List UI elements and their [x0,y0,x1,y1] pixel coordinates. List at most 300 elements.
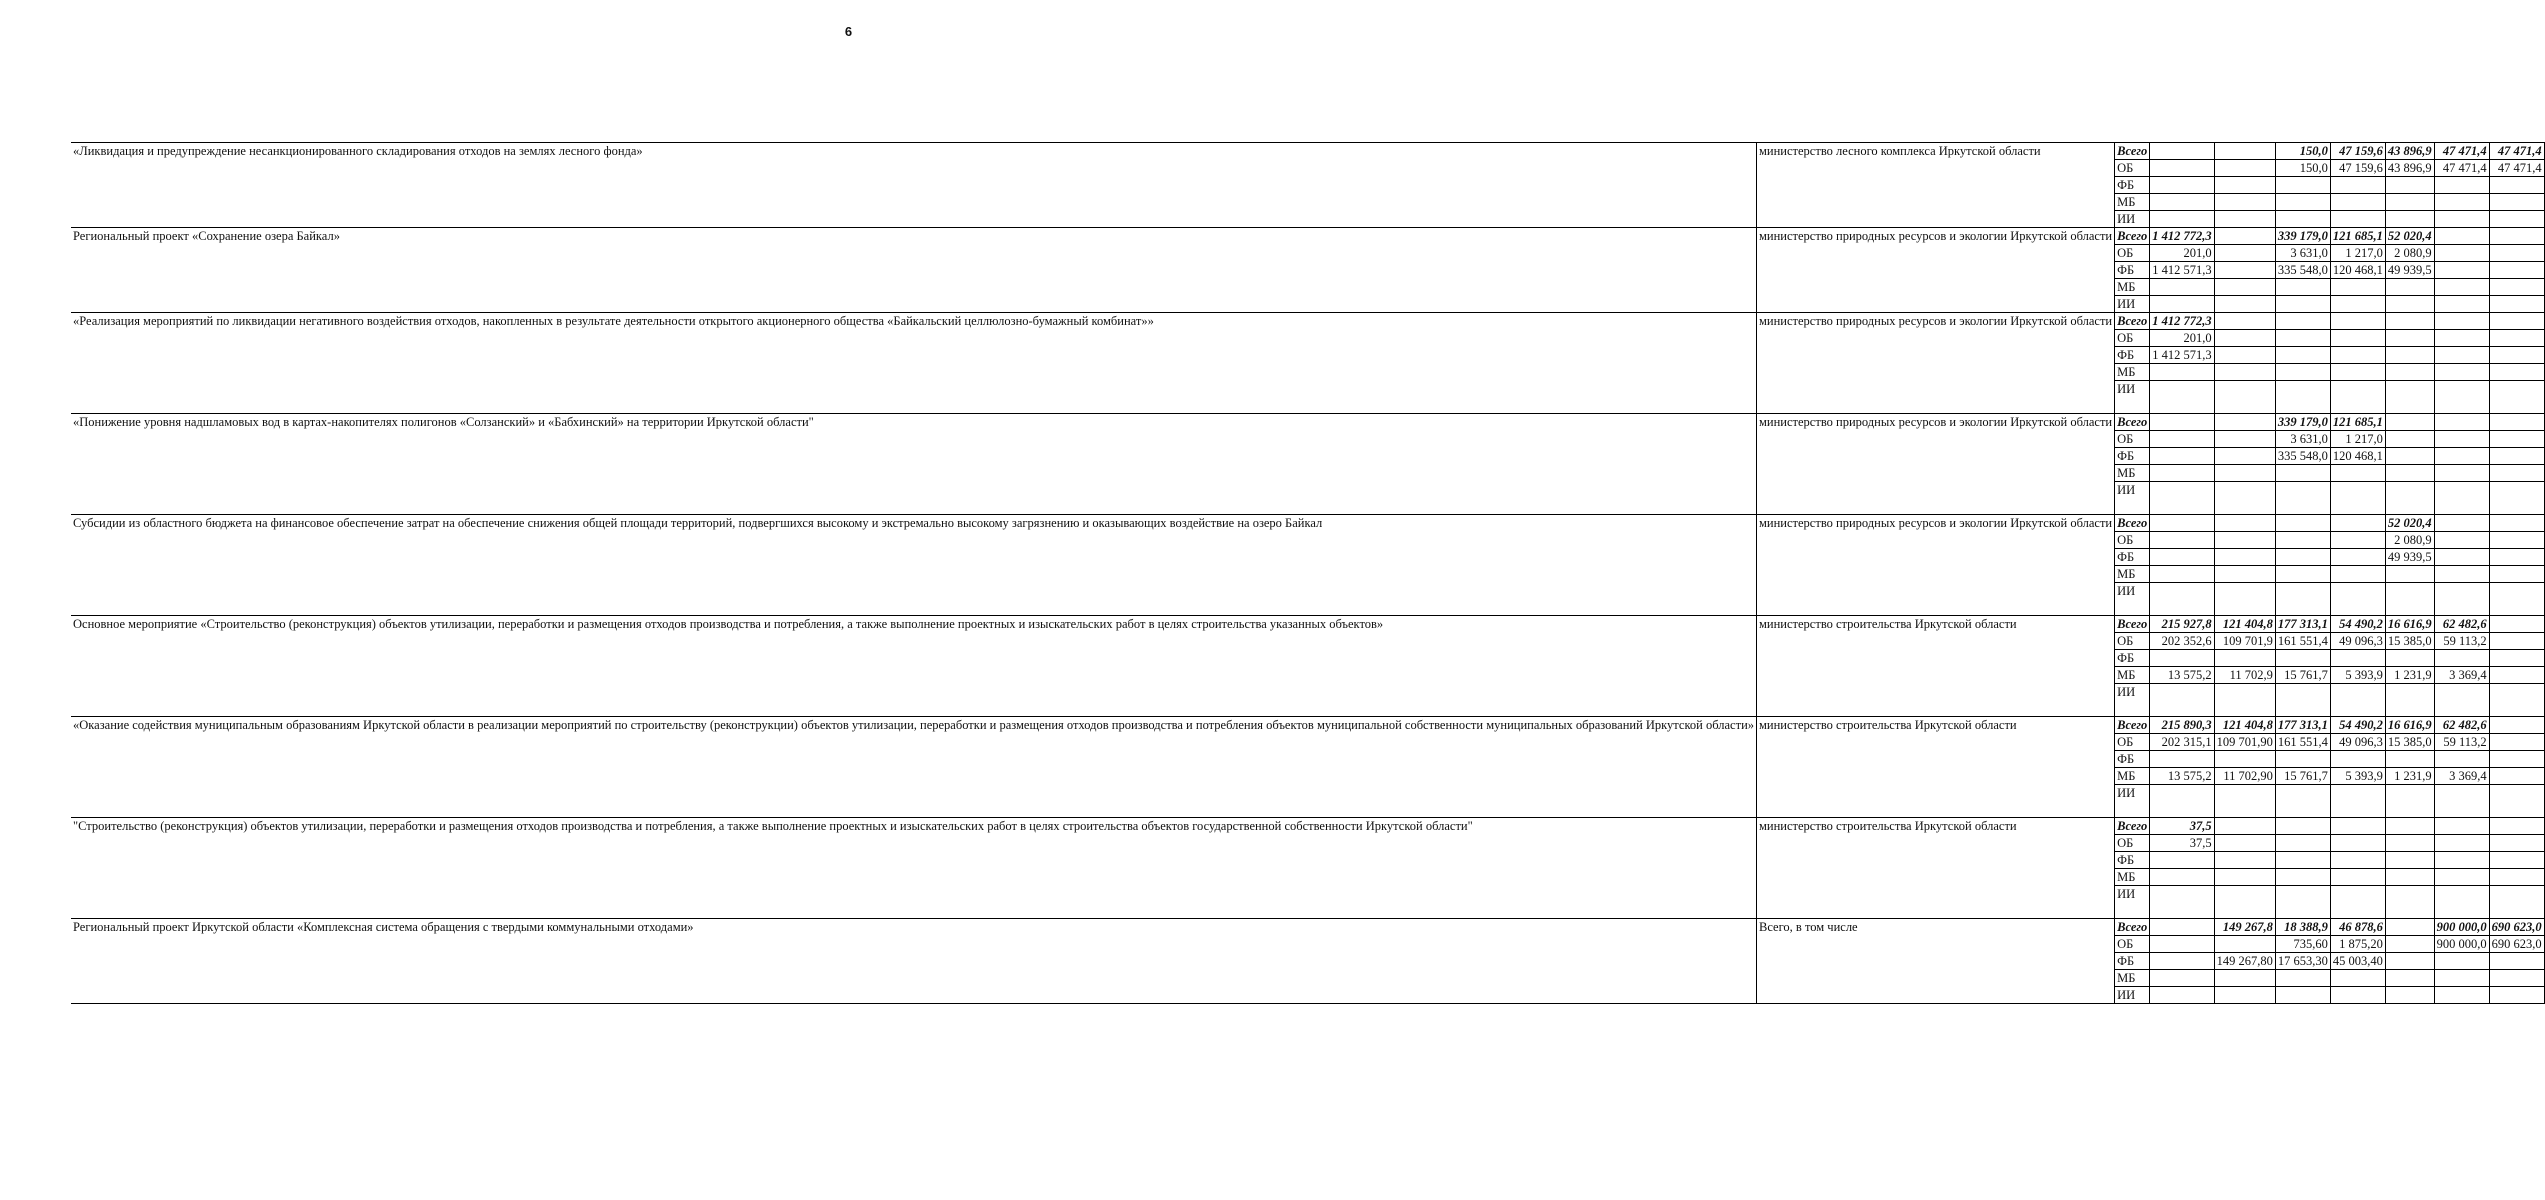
activity-name: Основное мероприятие «Строительство (реконструкция) объектов утилизации, переработки и размещения отходов производства и потребления, а также выполнение проектных и изыскательских работ в целях строительства указанных объектов» [71,616,1757,717]
activity-name: Региональный проект Иркутской области «Комплексная система обращения с твердыми коммунальными отходами» [71,919,1757,1004]
amount-cell [2489,768,2544,785]
amount-cell: 202 352,6 [2150,633,2214,650]
amount-cell [2434,549,2489,566]
amount-cell [2434,566,2489,583]
amount-cell [2330,279,2385,296]
amount-cell [2489,785,2544,818]
amount-cell [2385,381,2434,414]
amount-cell: 52 020,4 [2385,515,2434,532]
amount-cell [2489,330,2544,347]
amount-cell: 215 927,8 [2150,616,2214,633]
amount-cell: 13 575,2 [2150,768,2214,785]
amount-cell [2150,194,2214,211]
amount-cell [2330,194,2385,211]
amount-cell [2385,211,2434,228]
amount-cell: 1 875,20 [2330,936,2385,953]
funding-source: МБ [2115,869,2150,886]
funding-source: Всего [2115,616,2150,633]
amount-cell: 339 179,0 [2275,228,2330,245]
amount-cell: 1 231,9 [2385,667,2434,684]
amount-cell [2434,414,2489,431]
executor: министерство природных ресурсов и экологии Иркутской области [1757,228,2115,313]
amount-cell: 900 000,0 [2434,919,2489,936]
amount-cell: 17 653,30 [2275,953,2330,970]
amount-cell [2489,414,2544,431]
amount-cell [2150,785,2214,818]
amount-cell [2385,818,2434,835]
amount-cell [2434,482,2489,515]
amount-cell [2434,465,2489,482]
amount-cell [2275,279,2330,296]
amount-cell [2150,566,2214,583]
funding-source: ИИ [2115,296,2150,313]
amount-cell [2214,381,2275,414]
amount-cell: 121 404,8 [2214,616,2275,633]
amount-cell [2434,194,2489,211]
table-row [71,616,2544,633]
amount-cell [2275,313,2330,330]
amount-cell [2214,211,2275,228]
amount-cell [2489,852,2544,869]
amount-cell [2214,431,2275,448]
table-row [71,515,2544,532]
funding-source: ОБ [2115,835,2150,852]
amount-cell [2434,684,2489,717]
table-row [71,228,2544,245]
activity-name: "Строительство (реконструкция) объектов утилизации, переработки и размещения отходов производства и потребления, а также выполнение проектных и изыскательских работ в целях строительства объектов государственной собственности Иркутской области" [71,818,1757,919]
amount-cell [2150,583,2214,616]
amount-cell [2275,364,2330,381]
amount-cell [2330,465,2385,482]
amount-cell [2434,262,2489,279]
amount-cell [2434,970,2489,987]
amount-cell: 46 878,6 [2330,919,2385,936]
funding-source: МБ [2115,566,2150,583]
executor: министерство природных ресурсов и экологии Иркутской области [1757,313,2115,414]
amount-cell [2434,583,2489,616]
executor: министерство строительства Иркутской области [1757,818,2115,919]
amount-cell [2489,684,2544,717]
amount-cell [2214,835,2275,852]
funding-source: ИИ [2115,684,2150,717]
amount-cell [2330,785,2385,818]
amount-cell: 47 471,4 [2434,143,2489,160]
amount-cell: 59 113,2 [2434,734,2489,751]
amount-cell [2150,515,2214,532]
funding-source: ОБ [2115,734,2150,751]
amount-cell [2150,869,2214,886]
amount-cell: 149 267,80 [2214,953,2275,970]
amount-cell [2330,482,2385,515]
amount-cell [2489,835,2544,852]
amount-cell: 1 412 772,3 [2150,313,2214,330]
amount-cell: 690 623,0 [2489,919,2544,936]
amount-cell: 49 096,3 [2330,633,2385,650]
funding-source: МБ [2115,768,2150,785]
amount-cell [2214,465,2275,482]
amount-cell: 11 702,90 [2214,768,2275,785]
amount-cell [2150,143,2214,160]
amount-cell [2489,347,2544,364]
amount-cell [2275,566,2330,583]
amount-cell [2489,734,2544,751]
amount-cell [2489,650,2544,667]
funding-source: МБ [2115,279,2150,296]
funding-source: ФБ [2115,852,2150,869]
amount-cell: 49 096,3 [2330,734,2385,751]
amount-cell [2385,970,2434,987]
amount-cell [2489,228,2544,245]
amount-cell [2385,751,2434,768]
amount-cell [2385,852,2434,869]
amount-cell [2489,482,2544,515]
amount-cell [2330,313,2385,330]
amount-cell [2489,211,2544,228]
amount-cell: 5 393,9 [2330,667,2385,684]
amount-cell [2214,566,2275,583]
amount-cell [2385,279,2434,296]
amount-cell: 47 159,6 [2330,160,2385,177]
amount-cell: 54 490,2 [2330,717,2385,734]
amount-cell [2214,160,2275,177]
amount-cell [2330,869,2385,886]
amount-cell [2275,532,2330,549]
page-number: 6 [844,24,853,39]
amount-cell: 735,60 [2275,936,2330,953]
amount-cell [2214,818,2275,835]
amount-cell: 43 896,9 [2385,160,2434,177]
funding-source: МБ [2115,194,2150,211]
amount-cell [2434,177,2489,194]
amount-cell: 3 369,4 [2434,667,2489,684]
amount-cell: 43 896,9 [2385,143,2434,160]
table-row [71,818,2544,835]
amount-cell [2214,970,2275,987]
amount-cell [2275,751,2330,768]
amount-cell: 1 412 571,3 [2150,262,2214,279]
amount-cell [2489,667,2544,684]
funding-source: Всего [2115,717,2150,734]
amount-cell [2150,448,2214,465]
amount-cell [2489,566,2544,583]
amount-cell [2489,616,2544,633]
funding-source: ОБ [2115,936,2150,953]
amount-cell [2489,633,2544,650]
amount-cell [2214,583,2275,616]
amount-cell [2275,330,2330,347]
funding-source: ФБ [2115,953,2150,970]
funding-source: Всего [2115,515,2150,532]
amount-cell [2434,650,2489,667]
amount-cell: 3 631,0 [2275,431,2330,448]
funding-source: ОБ [2115,330,2150,347]
activity-name: «Оказание содействия муниципальным образованиям Иркутской области в реализации мероприятий по строительству (реконструкции) объектов утилизации, переработки и размещения отходов производства и потребления объектов муниципальной собственности муниципальных образований Иркутской области» [71,717,1757,818]
amount-cell [2489,751,2544,768]
amount-cell: 201,0 [2150,245,2214,262]
amount-cell [2214,482,2275,515]
amount-cell [2489,970,2544,987]
funding-source: ФБ [2115,751,2150,768]
funding-source: ИИ [2115,886,2150,919]
amount-cell [2385,684,2434,717]
amount-cell [2385,987,2434,1004]
amount-cell [2150,160,2214,177]
amount-cell [2214,448,2275,465]
amount-cell: 47 471,4 [2434,160,2489,177]
amount-cell [2275,347,2330,364]
amount-cell [2214,414,2275,431]
amount-cell [2214,852,2275,869]
funding-source: МБ [2115,364,2150,381]
funding-source: Всего [2115,228,2150,245]
amount-cell [2489,381,2544,414]
amount-cell: 177 313,1 [2275,717,2330,734]
amount-cell [2385,177,2434,194]
amount-cell [2275,684,2330,717]
amount-cell: 120 468,1 [2330,262,2385,279]
amount-cell [2489,886,2544,919]
activity-name: «Ликвидация и предупреждение несанкционированного складирования отходов на землях лесного фонда» [71,143,1757,228]
amount-cell [2214,936,2275,953]
amount-cell [2385,347,2434,364]
amount-cell [2214,532,2275,549]
table-row [71,313,2544,330]
executor: министерство строительства Иркутской области [1757,616,2115,717]
amount-cell [2150,987,2214,1004]
amount-cell: 16 616,9 [2385,616,2434,633]
table-row [71,919,2544,936]
amount-cell: 150,0 [2275,143,2330,160]
amount-cell [2330,515,2385,532]
amount-cell: 18 388,9 [2275,919,2330,936]
amount-cell [2489,987,2544,1004]
amount-cell [2434,835,2489,852]
amount-cell [2330,177,2385,194]
amount-cell: 1 412 772,3 [2150,228,2214,245]
amount-cell: 121 685,1 [2330,414,2385,431]
amount-cell [2385,482,2434,515]
amount-cell [2434,347,2489,364]
amount-cell [2434,515,2489,532]
amount-cell [2434,751,2489,768]
amount-cell: 15 385,0 [2385,633,2434,650]
amount-cell [2434,364,2489,381]
amount-cell [2385,465,2434,482]
amount-cell: 3 369,4 [2434,768,2489,785]
amount-cell: 900 000,0 [2434,936,2489,953]
amount-cell: 47 159,6 [2330,143,2385,160]
funding-source: ИИ [2115,987,2150,1004]
amount-cell [2214,785,2275,818]
amount-cell [2434,296,2489,313]
funding-source: МБ [2115,667,2150,684]
amount-cell [2150,650,2214,667]
amount-cell [2434,886,2489,919]
amount-cell [2150,465,2214,482]
amount-cell [2385,583,2434,616]
amount-cell: 3 631,0 [2275,245,2330,262]
amount-cell [2434,987,2489,1004]
amount-cell [2489,448,2544,465]
amount-cell [2214,330,2275,347]
amount-cell: 2 080,9 [2385,245,2434,262]
amount-cell [2275,869,2330,886]
amount-cell [2214,549,2275,566]
amount-cell [2385,869,2434,886]
executor: министерство природных ресурсов и экологии Иркутской области [1757,414,2115,515]
funding-source: ФБ [2115,262,2150,279]
amount-cell [2150,279,2214,296]
amount-cell [2214,313,2275,330]
amount-cell: 149 267,8 [2214,919,2275,936]
amount-cell [2150,751,2214,768]
amount-cell [2275,987,2330,1004]
amount-cell [2214,364,2275,381]
amount-cell [2214,869,2275,886]
amount-cell: 62 482,6 [2434,717,2489,734]
amount-cell: 161 551,4 [2275,734,2330,751]
amount-cell [2275,549,2330,566]
amount-cell [2489,532,2544,549]
funding-source: ФБ [2115,347,2150,364]
funding-source: МБ [2115,970,2150,987]
amount-cell: 215 890,3 [2150,717,2214,734]
amount-cell: 2 080,9 [2385,532,2434,549]
amount-cell [2434,431,2489,448]
amount-cell: 49 939,5 [2385,549,2434,566]
amount-cell: 339 179,0 [2275,414,2330,431]
amount-cell: 59 113,2 [2434,633,2489,650]
amount-cell [2275,381,2330,414]
amount-cell: 121 404,8 [2214,717,2275,734]
amount-cell [2385,313,2434,330]
funding-source: ИИ [2115,381,2150,414]
amount-cell: 161 551,4 [2275,633,2330,650]
amount-cell [2330,364,2385,381]
amount-cell [2434,279,2489,296]
amount-cell [2434,448,2489,465]
funding-source: ОБ [2115,245,2150,262]
amount-cell: 5 393,9 [2330,768,2385,785]
amount-cell [2150,381,2214,414]
amount-cell [2275,465,2330,482]
amount-cell [2489,313,2544,330]
amount-cell [2275,650,2330,667]
amount-cell [2214,886,2275,919]
amount-cell [2489,717,2544,734]
amount-cell: 52 020,4 [2385,228,2434,245]
amount-cell [2214,177,2275,194]
amount-cell [2385,650,2434,667]
amount-cell [2150,953,2214,970]
amount-cell [2330,549,2385,566]
amount-cell [2150,211,2214,228]
amount-cell [2330,818,2385,835]
amount-cell [2330,381,2385,414]
amount-cell [2150,919,2214,936]
amount-cell [2214,228,2275,245]
amount-cell [2150,296,2214,313]
amount-cell [2214,143,2275,160]
funding-source: Всего [2115,143,2150,160]
amount-cell [2275,886,2330,919]
amount-cell: 109 701,9 [2214,633,2275,650]
table-row [71,717,2544,734]
amount-cell [2330,970,2385,987]
amount-cell [2385,414,2434,431]
funding-source: Всего [2115,818,2150,835]
amount-cell [2150,414,2214,431]
amount-cell: 16 616,9 [2385,717,2434,734]
amount-cell [2275,296,2330,313]
funding-source: Всего [2115,919,2150,936]
amount-cell [2150,364,2214,381]
funding-source: ФБ [2115,177,2150,194]
amount-cell [2489,245,2544,262]
amount-cell [2275,177,2330,194]
amount-cell [2489,869,2544,886]
activity-name: «Понижение уровня надшламовых вод в картах-накопителях полигонов «Солзанский» и «Бабхинский» на территории Иркутской области" [71,414,1757,515]
amount-cell: 109 701,90 [2214,734,2275,751]
amount-cell: 120 468,1 [2330,448,2385,465]
amount-cell: 1 231,9 [2385,768,2434,785]
amount-cell [2150,852,2214,869]
amount-cell [2330,852,2385,869]
amount-cell [2385,785,2434,818]
amount-cell [2330,532,2385,549]
amount-cell: 1 412 571,3 [2150,347,2214,364]
executor: министерство лесного комплекса Иркутской области [1757,143,2115,228]
amount-cell [2489,465,2544,482]
amount-cell: 177 313,1 [2275,616,2330,633]
amount-cell [2434,532,2489,549]
amount-cell [2489,296,2544,313]
amount-cell [2434,245,2489,262]
funding-table [71,142,2545,1004]
amount-cell [2150,886,2214,919]
amount-cell: 690 623,0 [2489,936,2544,953]
amount-cell [2434,818,2489,835]
executor: министерство строительства Иркутской области [1757,717,2115,818]
funding-source: ОБ [2115,431,2150,448]
amount-cell [2275,785,2330,818]
amount-cell [2275,211,2330,228]
amount-cell [2150,549,2214,566]
amount-cell [2150,431,2214,448]
amount-cell [2330,330,2385,347]
amount-cell: 37,5 [2150,818,2214,835]
amount-cell [2489,279,2544,296]
amount-cell [2385,431,2434,448]
table-row [71,143,2544,160]
amount-cell: 13 575,2 [2150,667,2214,684]
amount-cell [2214,262,2275,279]
amount-cell: 15 761,7 [2275,768,2330,785]
amount-cell [2385,566,2434,583]
amount-cell [2330,566,2385,583]
amount-cell: 45 003,40 [2330,953,2385,970]
amount-cell [2489,583,2544,616]
amount-cell [2434,869,2489,886]
amount-cell [2434,330,2489,347]
amount-cell [2150,936,2214,953]
amount-cell [2214,347,2275,364]
amount-cell [2489,431,2544,448]
amount-cell [2214,279,2275,296]
funding-source: Всего [2115,414,2150,431]
amount-cell [2275,515,2330,532]
amount-cell [2275,818,2330,835]
